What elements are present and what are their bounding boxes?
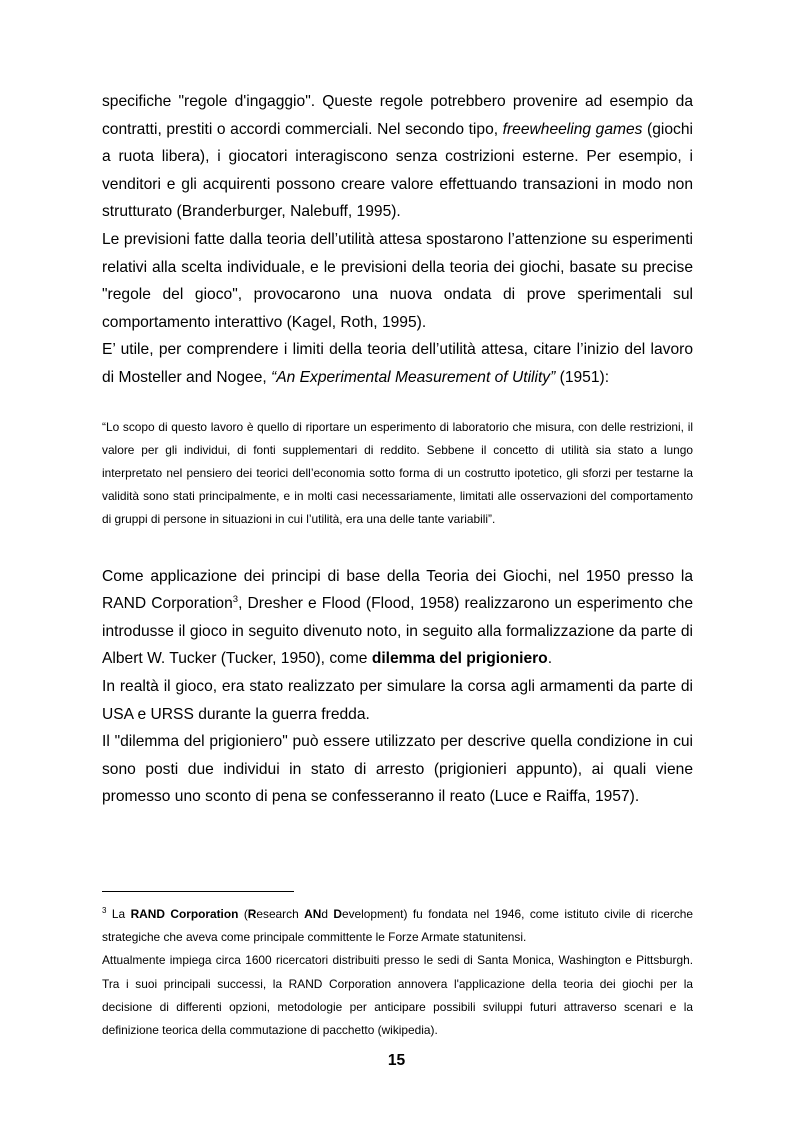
paragraph-dilemma-definizione: Il "dilemma del prigioniero" può essere utilizzato per descrive quella condizione in cui sono posti due individui in stato di arresto (prigionieri appunto), ai quali viene promesso uno sconto di pena se confesseranno il reato (Luce e Raiffa, 1957).: [102, 733, 693, 806]
page-number: 15: [387, 1052, 406, 1069]
paragraph-regole-ingaggio: specifiche "regole d'ingaggio". Queste regole potrebbero provenire ad esempio da contratti, prestiti o accordi commerciali. Nel secondo tipo, freewheeling games (giochi a ruota libera), i giocatori interagiscono senza costrizioni esterne. Per esempio, i venditori e gli acquirenti possono creare valore effettuando transazioni in modo non strutturato (Branderburger, Nalebuff, 1995).: [102, 93, 693, 221]
paragraph-corsa-armamenti: In realtà il gioco, era stato realizzato per simulare la corsa agli armamenti da parte di USA e URSS durante la guerra fredda.: [102, 677, 693, 723]
footnote-3-first: $^3$ La RAND Corporation (Research ANd Development) fu fondata nel 1946, come istituto civile di ricerche strategiche che aveva come principale committente le Forze Armate statunitensi.: [102, 906, 694, 945]
paragraph-mosteller-nogee: E’ utile, per comprendere i limiti della teoria dell’utilità attesa, citare l’inizio del lavoro di Mosteller and Nogee, “An Experimental Measurement of Utility” (1951):: [102, 341, 693, 386]
cited-title: “An Experimental Measurement of Utility”: [271, 368, 556, 386]
block-quote: “Lo scopo di questo lavoro è quello di riportare un esperimento di laboratorio che misura, con delle restrizioni, il valore per gli individui, di fonti supplementari di reddito. Sebbene il concetto di utilità sia stato a lungo interpretato nel pensiero dei teorici dell’economia sotto forma di un costrutto ipotetico, gli sforzi per testarne la validità sono stati principalmente, e in molti casi necessariamente, limitati alle osservazioni del comportamento di gruppi di persone in situazioni in cui l’utilità, era una delle tante variabili”.: [102, 419, 693, 526]
term-freewheeling-games: freewheeling games: [502, 120, 643, 138]
term-dilemma-del-prigioniero: dilemma del prigioniero: [371, 650, 548, 668]
footnote-reference: 3: [232, 593, 239, 605]
footnote-separator: [102, 891, 294, 892]
page-body: [102, 88, 693, 811]
paragraph-rand-experiment: Come applicazione dei principi di base della Teoria dei Giochi, nel 1950 presso la RAND Corporation$^3$, Dresher e Flood (Flood, 1958) realizzarono un esperimento che introdusse il gioco in seguito divenuto noto, in seguito alla formalizzazione da parte di Albert W. Tucker (Tucker, 1950), come dilemma del prigioniero.: [102, 567, 694, 668]
footnote-block: [102, 903, 693, 1042]
paragraph-previsioni: Le previsioni fatte dalla teoria dell’utilità attesa spostarono l’attenzione su esperimenti relativi alla scelta individuale, e le previsioni della teoria dei giochi, basate su precise "regole del gioco", provocarono una nuova ondata di prove sperimentali sul comportamento interattivo (Kagel, Roth, 1995).: [102, 230, 693, 331]
footnote-number: 3: [102, 906, 107, 916]
footnote-3-second: Attualmente impiega circa 1600 ricercatori distribuiti presso le sedi di Santa Monica, Washington e Pittsburgh. Tra i suoi principali successi, la RAND Corporation annovera l'applicazione della teoria dei giochi per la decisione di differenti opzioni, metodologie per anticipare possibili sviluppi futuri attraverso scenari e la definizione teorica della commutazione di pacchetto (wikipedia).: [102, 953, 693, 1038]
